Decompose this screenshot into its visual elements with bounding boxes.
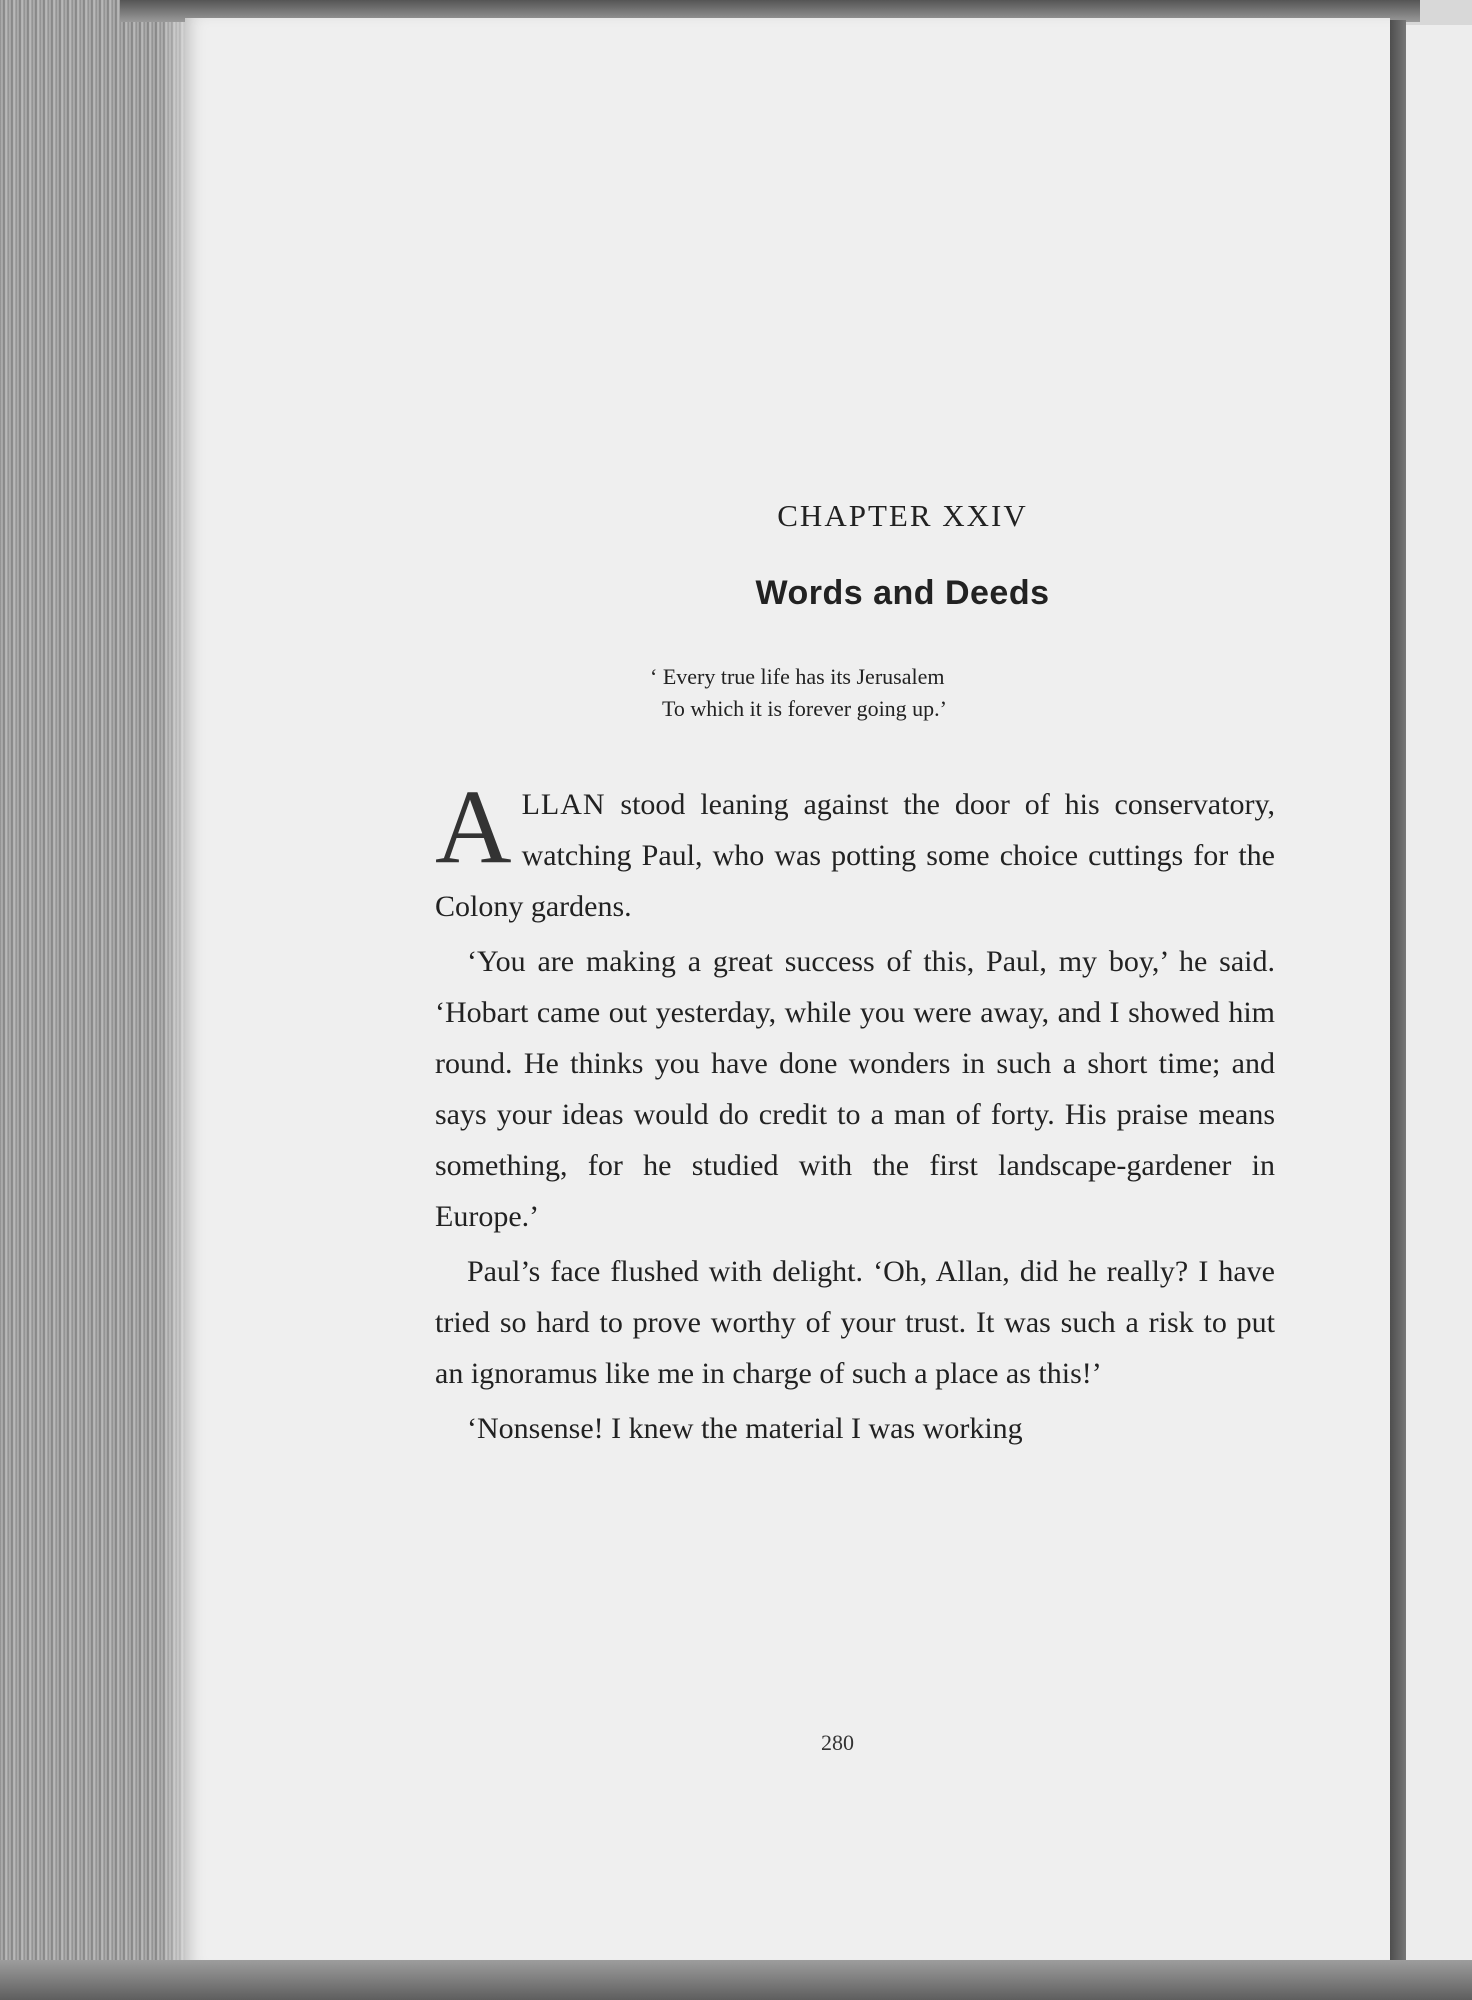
bottom-shadow bbox=[0, 1960, 1472, 2000]
book-page bbox=[185, 18, 1390, 1968]
drop-cap: A bbox=[435, 768, 512, 885]
paragraph: Paul’s face flushed with delight. ‘Oh, Allan, did he really? I have tried so hard to prove worthy of your trust. It was such a risk to put an ignoramus like me in charge of such a place as this!’ bbox=[435, 1255, 1275, 1390]
epigraph bbox=[650, 661, 1275, 725]
paragraph-text: stood leaning against the door of his conservatory, watching Paul, who was potting some choice cuttings for the Colony gardens. bbox=[435, 788, 1275, 923]
epigraph-line: ‘ Every true life has its Jerusalem bbox=[650, 664, 945, 689]
chapter-heading: CHAPTER XXIV bbox=[777, 498, 1028, 533]
facing-page-strip bbox=[1406, 25, 1472, 1975]
page-edges-stack bbox=[0, 0, 200, 2000]
page-number: 280 bbox=[821, 1730, 854, 1755]
chapter-title: Words and Deeds bbox=[755, 574, 1050, 612]
page-text-block bbox=[435, 498, 1275, 1454]
epigraph-line: To which it is forever going up.’ bbox=[662, 696, 948, 721]
paragraph bbox=[435, 768, 1275, 932]
paragraph: ‘You are making a great success of this, Paul, my boy,’ he said. ‘Hobart came out yesterday, while you were away, and I showed him round. He thinks you have done wonders in such a short time; and says your ideas would do credit to a man of forty. His praise means something, for he studied with the first landscape-gardener in Europe.’ bbox=[435, 945, 1275, 1233]
paragraph: ‘Nonsense! I knew the material I was working bbox=[467, 1412, 1023, 1445]
first-word-smallcaps: LLAN bbox=[521, 788, 606, 821]
